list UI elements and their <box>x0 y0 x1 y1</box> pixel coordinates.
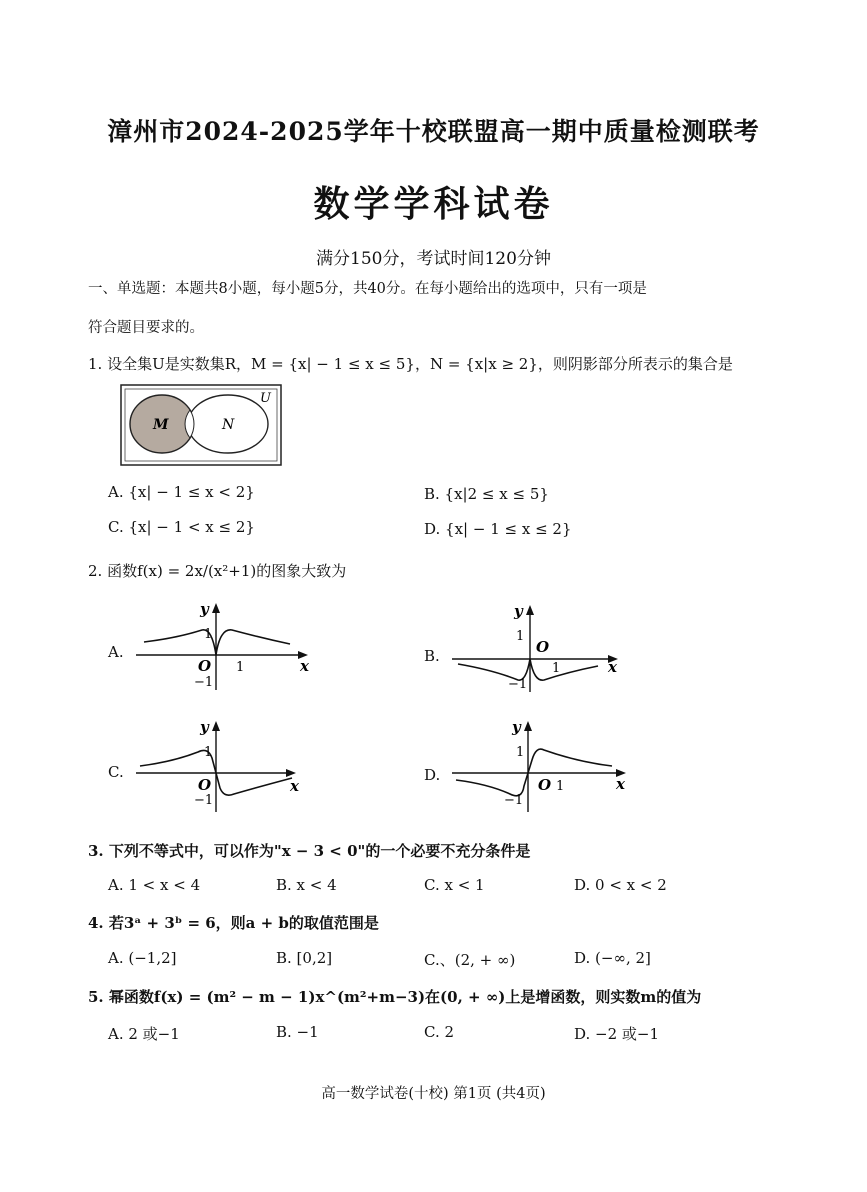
question-2-text: 2. 函数f(x) = 2x/(x²+1)的图象大致为 <box>88 562 347 580</box>
svg-text:−1: −1 <box>194 793 214 808</box>
y-axis-arrow <box>524 721 532 731</box>
svg-text:O: O <box>198 657 212 675</box>
q3-option-a[interactable]: A. 1 < x < 4 <box>108 876 201 894</box>
q1-option-b[interactable]: B. {x|2 ≤ x ≤ 5} <box>424 485 549 503</box>
svg-text:−1: −1 <box>504 793 524 808</box>
q5-option-c[interactable]: C. 2 <box>424 1023 455 1041</box>
q5-option-a[interactable]: A. 2 或−1 <box>108 1025 180 1043</box>
svg-text:1: 1 <box>556 779 565 794</box>
venn-diagram <box>120 384 282 466</box>
y-axis-arrow <box>212 603 220 613</box>
svg-text:x: x <box>300 657 309 675</box>
function-curve <box>144 630 290 655</box>
q2-graph-d[interactable] <box>448 716 632 816</box>
q4-option-b[interactable]: B. [0,2] <box>276 949 333 967</box>
q2-graph-c[interactable] <box>132 716 312 816</box>
q2-option-c-label[interactable]: C. <box>108 763 124 781</box>
question-4-text: 4. 若3ᵃ + 3ᵇ = 6，则a + b的取值范围是 <box>88 914 379 932</box>
svg-text:1: 1 <box>204 627 213 642</box>
q3-option-d[interactable]: D. 0 < x < 2 <box>574 876 667 894</box>
q1-option-d[interactable]: D. {x| − 1 ≤ x ≤ 2} <box>424 520 572 538</box>
q4-option-d[interactable]: D. (−∞, 2] <box>574 949 651 967</box>
set-n-label: N <box>222 417 235 433</box>
x-axis-arrow <box>286 769 296 777</box>
universal-label: U <box>260 391 271 406</box>
svg-text:y: y <box>512 718 521 736</box>
svg-text:x: x <box>290 777 299 795</box>
q1-option-c[interactable]: C. {x| − 1 < x ≤ 2} <box>108 518 255 536</box>
exam-title: 漳州市2024-2025学年十校联盟高一期中质量检测联考 <box>107 117 760 146</box>
question-5-text: 5. 幂函数f(x) = (m² − m − 1)x^(m²+m−3)在(0, + ∞)上是增函数，则实数m的值为 <box>88 988 702 1006</box>
q2-option-b-label[interactable]: B. <box>424 647 440 665</box>
svg-text:1: 1 <box>516 629 525 644</box>
svg-text:1: 1 <box>236 660 245 675</box>
q2-graph-b[interactable] <box>448 600 628 696</box>
q2-option-a-label[interactable]: A. <box>108 643 124 661</box>
question-3-text: 3. 下列不等式中，可以作为"x − 3 < 0"的一个必要不充分条件是 <box>88 842 531 860</box>
svg-text:y: y <box>200 600 209 618</box>
function-curve <box>458 659 598 680</box>
q2-option-d-label[interactable]: D. <box>424 766 441 784</box>
q2-graph-a[interactable] <box>132 598 312 694</box>
q4-option-a[interactable]: A. (−1,2] <box>108 949 177 967</box>
svg-text:O: O <box>198 776 212 794</box>
svg-text:y: y <box>200 718 209 736</box>
svg-text:1: 1 <box>204 745 213 760</box>
y-axis-arrow <box>526 605 534 615</box>
q3-option-c[interactable]: C. x < 1 <box>424 876 485 894</box>
exam-info: 满分150分，考试时间120分钟 <box>316 249 551 269</box>
svg-text:x: x <box>616 775 625 793</box>
question-1-text: 1. 设全集U是实数集R，M = {x| − 1 ≤ x ≤ 5}，N = {x|x ≥ 2}，则阴影部分所表示的集合是 <box>88 355 733 373</box>
svg-text:−1: −1 <box>508 677 528 692</box>
y-axis-arrow <box>212 721 220 731</box>
q1-option-a[interactable]: A. {x| − 1 ≤ x < 2} <box>108 483 255 501</box>
q5-option-d[interactable]: D. −2 或−1 <box>574 1025 660 1043</box>
q4-option-c[interactable]: C.、(2, + ∞) <box>424 951 516 969</box>
set-m-label: M <box>153 417 169 433</box>
svg-text:y: y <box>514 602 523 620</box>
section-heading-line2: 符合题目要求的。 <box>88 320 204 336</box>
q5-option-b[interactable]: B. −1 <box>276 1023 319 1041</box>
section-heading-line1: 一、单选题：本题共8小题，每小题5分，共40分。在每小题给出的选项中，只有一项是 <box>88 281 647 297</box>
svg-text:x: x <box>608 658 617 676</box>
q3-option-b[interactable]: B. x < 4 <box>276 876 337 894</box>
subject-title: 数学学科试卷 <box>313 183 554 225</box>
svg-text:O: O <box>538 776 552 794</box>
svg-text:1: 1 <box>516 745 525 760</box>
svg-text:O: O <box>536 638 550 656</box>
page-footer: 高一数学试卷(十校) 第1页 (共4页) <box>321 1086 546 1102</box>
svg-text:−1: −1 <box>194 675 214 690</box>
svg-text:1: 1 <box>552 661 561 676</box>
